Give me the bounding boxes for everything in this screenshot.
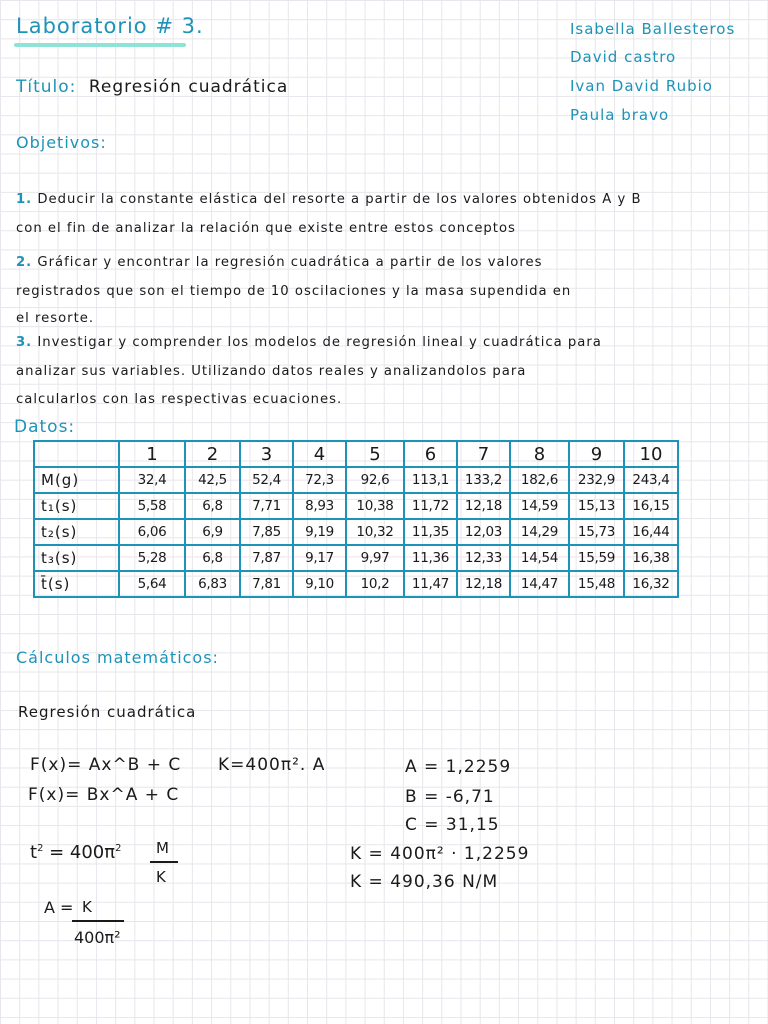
row-header: t₂(s)	[34, 519, 119, 545]
table-cell: 14,54	[510, 545, 569, 571]
table-cell: 7,85	[240, 519, 293, 545]
row-header: M(g)	[34, 467, 119, 493]
row-header: t₃(s)	[34, 545, 119, 571]
row-header: t̄(s)	[34, 571, 119, 597]
result-k-formula: K = 400π² · 1,2259	[350, 844, 530, 864]
table-cell: 14,29	[510, 519, 569, 545]
column-header: 5	[346, 441, 404, 467]
title-label: Título:	[16, 77, 77, 97]
table-cell: 14,59	[510, 493, 569, 519]
t-symbol: t	[30, 842, 38, 863]
objective-number: 3.	[16, 335, 33, 350]
table-cell: 12,03	[457, 519, 510, 545]
objective-text: Gráficar y encontrar la regresión cuadrática a partir de los valores	[37, 255, 543, 270]
column-header: 4	[293, 441, 346, 467]
fraction-denominator: K	[156, 868, 166, 886]
equation-fx-2: F(x)= Bx^A + C	[28, 785, 180, 805]
table-row	[34, 467, 678, 493]
table-cell: 15,13	[569, 493, 624, 519]
table-cell: 11,47	[404, 571, 457, 597]
table-header-row	[34, 441, 678, 467]
table-cell: 7,87	[240, 545, 293, 571]
table-cell: 10,38	[346, 493, 404, 519]
table-cell: 5,28	[119, 545, 185, 571]
table-cell: 14,47	[510, 571, 569, 597]
table-cell: 10,2	[346, 571, 404, 597]
fraction-numerator: M	[156, 839, 169, 857]
table-cell: 52,4	[240, 467, 293, 493]
objective-line	[16, 284, 571, 299]
objective-line	[16, 192, 642, 207]
equation-k: K=400π². A	[218, 755, 326, 775]
author-name: David castro	[570, 48, 677, 66]
table-cell: 42,5	[185, 467, 240, 493]
result-b: B = -6,71	[405, 787, 495, 807]
table-cell: 7,81	[240, 571, 293, 597]
author-name: Isabella Ballesteros	[570, 20, 736, 38]
t-squared-rhs: = 400π	[49, 842, 116, 863]
objective-number: 1.	[16, 192, 33, 207]
table-row	[34, 519, 678, 545]
table-cell: 6,83	[185, 571, 240, 597]
table-cell: 113,1	[404, 467, 457, 493]
table-cell: 12,18	[457, 493, 510, 519]
title-highlight	[14, 43, 186, 47]
table-cell: 72,3	[293, 467, 346, 493]
table-cell: 6,06	[119, 519, 185, 545]
fraction-bar	[150, 861, 178, 863]
table-cell: 7,71	[240, 493, 293, 519]
table-cell: 11,72	[404, 493, 457, 519]
column-header: 2	[185, 441, 240, 467]
table-cell: 5,58	[119, 493, 185, 519]
objectives-heading: Objetivos:	[16, 133, 107, 152]
column-header: 7	[457, 441, 510, 467]
fraction-denominator: 400π²	[74, 928, 121, 947]
column-header: 6	[404, 441, 457, 467]
table-cell: 11,36	[404, 545, 457, 571]
table-cell: 6,8	[185, 545, 240, 571]
table-cell: 15,59	[569, 545, 624, 571]
author-name: Ivan David Rubio	[570, 77, 713, 95]
fraction-bar	[72, 920, 124, 922]
column-header: 3	[240, 441, 293, 467]
table-cell: 6,9	[185, 519, 240, 545]
data-table	[33, 440, 679, 598]
result-c: C = 31,15	[405, 815, 500, 835]
title-row	[16, 77, 288, 97]
author-name: Paula bravo	[570, 106, 670, 124]
column-header: 8	[510, 441, 569, 467]
title-value: Regresión cuadrática	[88, 77, 289, 97]
result-k-value: K = 490,36 N/M	[350, 872, 499, 892]
column-header: 1	[119, 441, 185, 467]
objective-text: Deducir la constante elástica del resorte a partir de los valores obtenidos A y B	[37, 192, 642, 207]
table-cell: 15,73	[569, 519, 624, 545]
objective-text: Investigar y comprender los modelos de regresión lineal y cuadrática para	[37, 335, 602, 350]
objective-line	[16, 335, 602, 350]
table-cell: 5,64	[119, 571, 185, 597]
objective-number: 2.	[16, 255, 33, 270]
objective-text: calcularlos con las respectivas ecuaciones.	[16, 392, 343, 407]
table-row	[34, 493, 678, 519]
objective-text: registrados que son el tiempo de 10 oscilaciones y la masa supendida en	[16, 284, 572, 299]
column-header	[34, 441, 119, 467]
calculations-heading: Cálculos matemáticos:	[16, 648, 219, 667]
table-cell: 182,6	[510, 467, 569, 493]
table-row	[34, 571, 678, 597]
table-cell: 8,93	[293, 493, 346, 519]
table-cell: 16,15	[624, 493, 678, 519]
equation-a-label: A =	[44, 898, 74, 917]
equation-t-squared: $t^2 = 400\pi^2$	[30, 842, 122, 863]
table-cell: 12,33	[457, 545, 510, 571]
table-cell: 11,35	[404, 519, 457, 545]
table-cell: 16,32	[624, 571, 678, 597]
row-header: t₁(s)	[34, 493, 119, 519]
table-row	[34, 545, 678, 571]
table-cell: 243,4	[624, 467, 678, 493]
column-header: 10	[624, 441, 678, 467]
table-cell: 16,38	[624, 545, 678, 571]
fraction-numerator: K	[82, 898, 92, 916]
table-cell: 9,17	[293, 545, 346, 571]
objective-text: con el fin de analizar la relación que existe entre estos conceptos	[16, 221, 516, 236]
table-cell: 15,48	[569, 571, 624, 597]
equation-fx-1: F(x)= Ax^B + C	[30, 755, 182, 775]
table-cell: 6,8	[185, 493, 240, 519]
table-cell: 133,2	[457, 467, 510, 493]
data-heading: Datos:	[14, 417, 76, 437]
table-cell: 9,97	[346, 545, 404, 571]
table-cell: 32,4	[119, 467, 185, 493]
table-cell: 92,6	[346, 467, 404, 493]
table-cell: 10,32	[346, 519, 404, 545]
table-cell: 232,9	[569, 467, 624, 493]
table-cell: 12,18	[457, 571, 510, 597]
objective-line	[16, 311, 94, 326]
table-cell: 9,19	[293, 519, 346, 545]
table-cell: 16,44	[624, 519, 678, 545]
table-cell: 9,10	[293, 571, 346, 597]
column-header: 9	[569, 441, 624, 467]
result-a: A = 1,2259	[405, 757, 512, 777]
lab-title: Laboratorio # 3.	[16, 14, 204, 38]
objective-text: el resorte.	[16, 311, 95, 326]
regression-subheading: Regresión cuadrática	[18, 703, 197, 721]
objective-line	[16, 364, 526, 379]
objective-text: analizar sus variables. Utilizando datos reales y analizandolos para	[16, 364, 527, 379]
objective-line	[16, 221, 516, 236]
objective-line	[16, 255, 542, 270]
objective-line	[16, 392, 342, 407]
